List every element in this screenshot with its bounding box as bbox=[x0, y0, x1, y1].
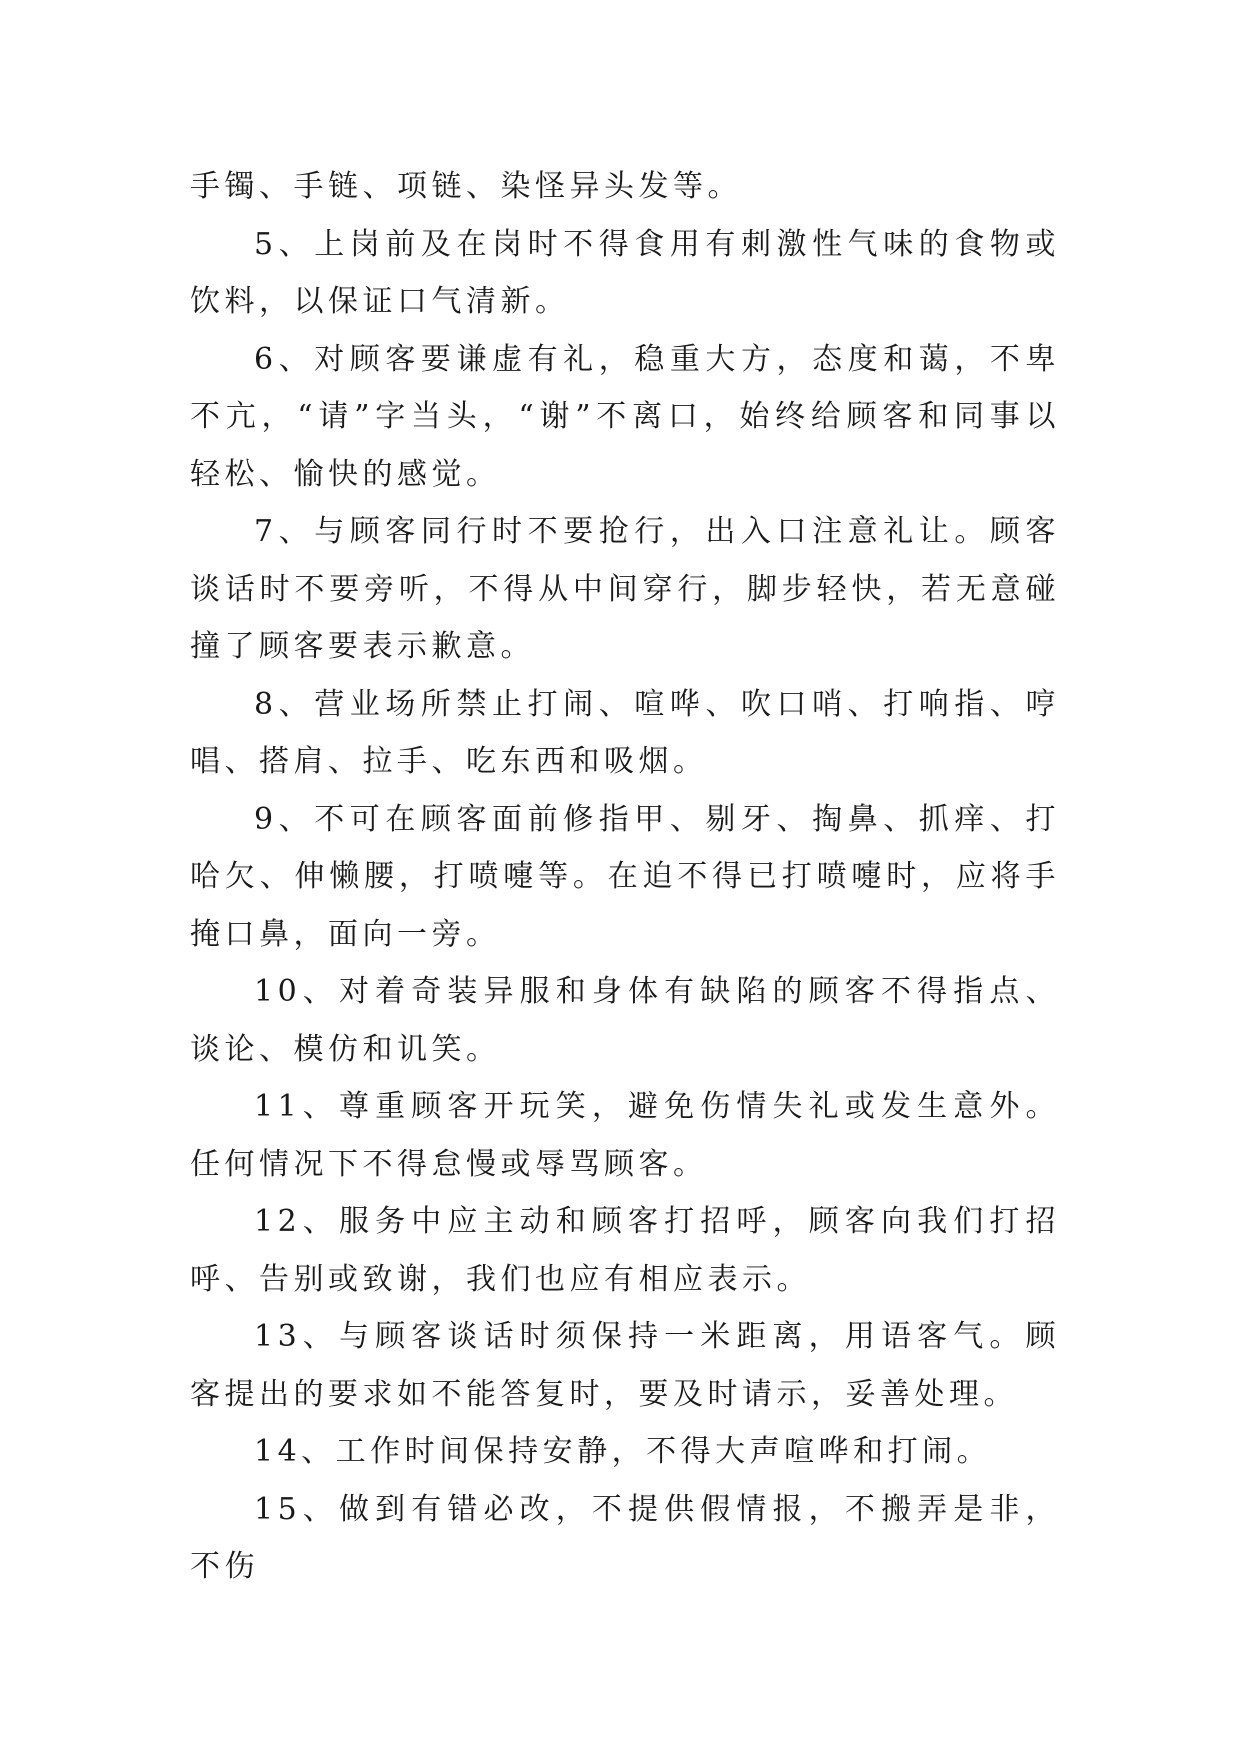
paragraph-item-12: 12、服务中应主动和顾客打招呼，顾客向我们打招呼、告别或致谢，我们也应有相应表示。 bbox=[190, 1204, 1060, 1297]
paragraph-continuation: 手镯、手链、项链、染怪异头发等。 bbox=[190, 169, 742, 204]
paragraph-item-6: 6、对顾客要谦虚有礼，稳重大方，态度和蔼，不卑不亢，“请”字当头，“谢”不离口，始终给顾客和同事以轻松、愉快的感觉。 bbox=[190, 341, 1060, 492]
paragraph-item-15: 15、做到有错必改，不提供假情报，不搬弄是非，不伤 bbox=[190, 1491, 1060, 1584]
paragraph-item-11: 11、尊重顾客开玩笑，避免伤情失礼或发生意外。任何情况下不得怠慢或辱骂顾客。 bbox=[190, 1089, 1060, 1182]
paragraph-item-14: 14、工作时间保持安静，不得大声喧哗和打闹。 bbox=[254, 1434, 992, 1469]
paragraph-item-13: 13、与顾客谈话时须保持一米距离，用语客气。顾客提出的要求如不能答复时，要及时请示，妥善处理。 bbox=[190, 1319, 1060, 1412]
document-body bbox=[190, 158, 1060, 1596]
paragraph-item-10: 10、对着奇装异服和身体有缺陷的顾客不得指点、谈论、模仿和讥笑。 bbox=[190, 974, 1060, 1067]
paragraph-item-8: 8、营业场所禁止打闹、喧哗、吹口哨、打响指、哼唱、搭肩、拉手、吃东西和吸烟。 bbox=[190, 686, 1060, 779]
paragraph-item-9: 9、不可在顾客面前修指甲、剔牙、掏鼻、抓痒、打哈欠、伸懒腰，打喷嚏等。在迫不得已打喷嚏时，应将手掩口鼻，面向一旁。 bbox=[190, 801, 1060, 952]
paragraph-item-5: 5、上岗前及在岗时不得食用有刺激性气味的食物或饮料，以保证口气清新。 bbox=[190, 226, 1060, 319]
paragraph-item-7: 7、与顾客同行时不要抢行，出入口注意礼让。顾客谈话时不要旁听，不得从中间穿行，脚步轻快，若无意碰撞了顾客要表示歉意。 bbox=[190, 514, 1060, 664]
